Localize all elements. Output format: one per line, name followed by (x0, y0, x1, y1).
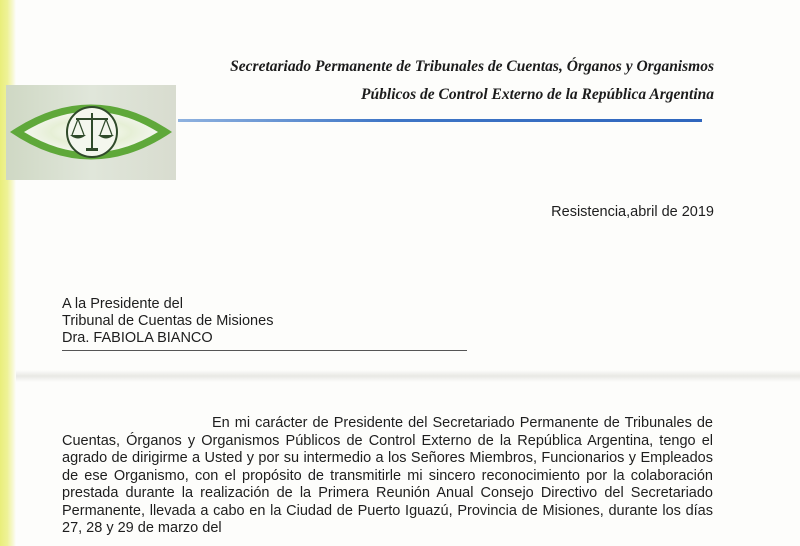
recipient-block (62, 296, 273, 347)
letterhead-title-line1: Secretariado Permanente de Tribunales de Cuentas, Órganos y Organismos (230, 58, 714, 75)
recipient-line3: Dra. FABIOLA BIANCO (62, 330, 213, 346)
recipient-underline (62, 350, 467, 351)
letter-body-paragraph: En mi carácter de Presidente del Secretariado Permanente de Tribunales de Cuentas, Órganos y Organismos Públicos de Control Externo de la República Argentina, tengo el agrado de dirigirme a Usted y por su intermedio a los Señores Miembros, Funcionarios y Empleados de ese Organismo, con el propósito de transmitirle mi sincero reconocimiento por la colaboración prestada durante la realización de la Primera Reunión Anual Consejo Directivo del Secretariado Permanente, llevada a cabo en la Ciudad de Puerto Iguazú, Provincia de Misiones, durante los días 27, 28 y 29 de marzo del (62, 415, 713, 536)
scan-edge (0, 0, 16, 546)
recipient-line2: Tribunal de Cuentas de Misiones (62, 313, 274, 329)
letterhead-title-line2: Públicos de Control Externo de la República Argentina (361, 86, 714, 103)
scales-of-justice-eye-logo-icon (6, 85, 176, 180)
recipient-line1: A la Presidente del (62, 296, 183, 312)
paper-fold (16, 370, 800, 382)
letter-date: Resistencia,abril de 2019 (551, 204, 714, 220)
letterhead-rule (178, 119, 702, 122)
